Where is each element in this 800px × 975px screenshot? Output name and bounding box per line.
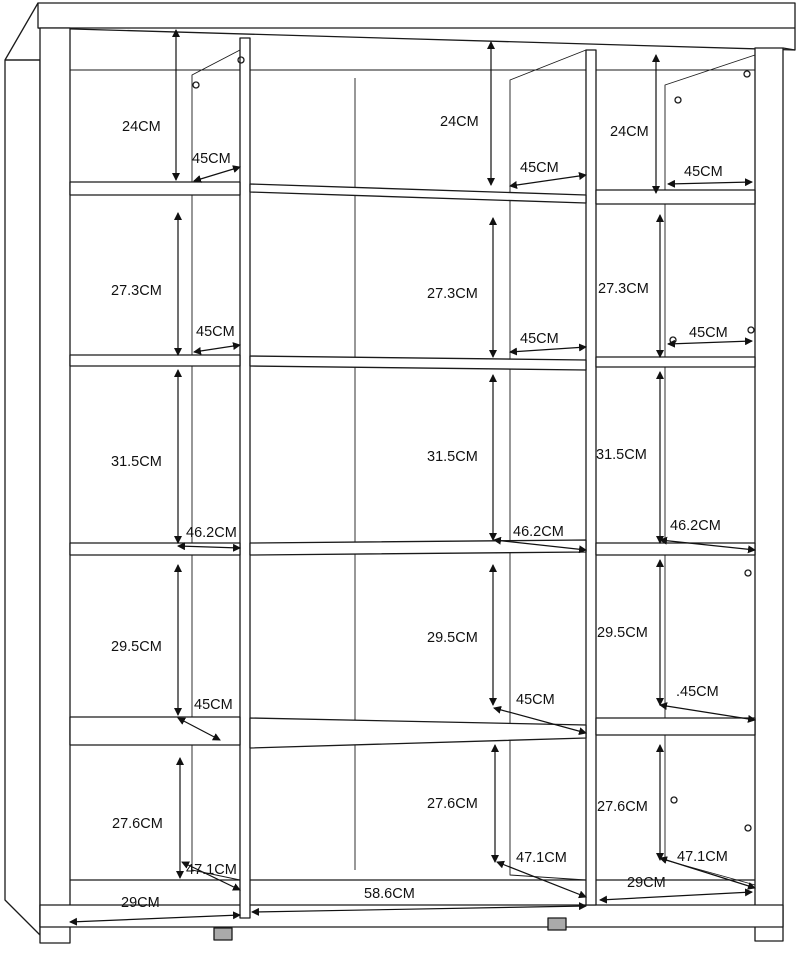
depth-label-row2-left: 45CM xyxy=(196,324,235,340)
depth-dim-row1-right xyxy=(668,182,752,184)
depth-label-row4-middle: 45CM xyxy=(516,692,555,708)
height-label-row3-left: 31.5CM xyxy=(111,454,162,470)
shelf-1 xyxy=(70,182,755,204)
width-dim-right xyxy=(600,892,752,900)
partition-left xyxy=(240,38,250,918)
height-label-row5-middle: 27.6CM xyxy=(427,796,478,812)
top-board xyxy=(38,3,795,50)
shelf-4 xyxy=(70,717,755,748)
partition-right xyxy=(586,50,596,905)
depth-label-row2-middle: 45CM xyxy=(520,331,559,347)
left-side-panel xyxy=(5,60,40,935)
depth-label-row3-middle: 46.2CM xyxy=(513,524,564,540)
dimension-lines xyxy=(70,30,755,922)
depth-label-row1-middle: 45CM xyxy=(520,160,559,176)
height-label-row4-middle: 29.5CM xyxy=(427,630,478,646)
height-label-row5-right: 27.6CM xyxy=(597,799,648,815)
depth-label-row2-right: 45CM xyxy=(689,325,728,341)
height-label-row1-right: 24CM xyxy=(610,124,649,140)
height-label-row2-left: 27.3CM xyxy=(111,283,162,299)
left-front-post xyxy=(40,28,70,943)
height-label-row3-middle: 31.5CM xyxy=(427,449,478,465)
right-front-post xyxy=(755,48,783,941)
height-label-row1-left: 24CM xyxy=(122,119,161,135)
width-label-middle: 58.6CM xyxy=(364,886,415,902)
foot-left xyxy=(214,928,232,940)
depth-label-row4-left: 45CM xyxy=(194,697,233,713)
depth-dim-row1-left xyxy=(194,167,240,181)
depth-label-row5-left: 47.1CM xyxy=(186,862,237,878)
depth-dim-row2-right xyxy=(668,341,752,344)
depth-dim-row2-left xyxy=(194,345,240,352)
depth-label-row5-middle: 47.1CM xyxy=(516,850,567,866)
foot-right xyxy=(548,918,566,930)
depth-label-row1-left: 45CM xyxy=(192,151,231,167)
depth-label-row1-right: 45CM xyxy=(684,164,723,180)
height-label-row3-right: 31.5CM xyxy=(596,447,647,463)
height-label-row4-left: 29.5CM xyxy=(111,639,162,655)
shelf-2 xyxy=(70,355,755,370)
bookcase-structure xyxy=(5,3,795,943)
depth-label-row3-left: 46.2CM xyxy=(186,525,237,541)
height-label-row4-right: 29.5CM xyxy=(597,625,648,641)
height-label-row2-middle: 27.3CM xyxy=(427,286,478,302)
depth-label-row3-right: 46.2CM xyxy=(670,518,721,534)
depth-label-row5-right: 47.1CM xyxy=(677,849,728,865)
width-label-left: 29CM xyxy=(121,895,160,911)
width-label-right: 29CM xyxy=(627,875,666,891)
depth-label-row4-right: .45CM xyxy=(676,684,719,700)
depth-dim-row1-middle xyxy=(510,175,586,186)
dimension-labels xyxy=(111,114,728,911)
height-label-row1-middle: 24CM xyxy=(440,114,479,130)
height-label-row2-right: 27.3CM xyxy=(598,281,649,297)
depth-dim-row2-middle xyxy=(510,347,586,352)
height-label-row5-left: 27.6CM xyxy=(112,816,163,832)
shelf-3 xyxy=(70,540,755,555)
